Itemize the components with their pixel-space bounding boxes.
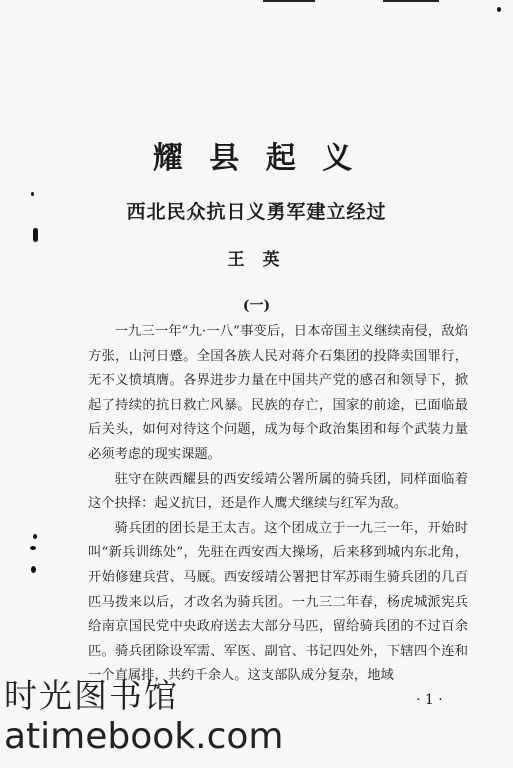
- author-name: 王 英: [227, 250, 286, 270]
- watermark-title: 时光图书馆: [4, 676, 179, 715]
- chapter-title: 耀 县 起 义: [152, 141, 361, 176]
- top-rule-left: [263, 0, 315, 2]
- top-rule-right: [383, 0, 439, 2]
- scan-speck: [33, 534, 37, 539]
- section-marker: (一): [242, 298, 271, 314]
- scan-speck: [33, 228, 38, 242]
- scan-speck: [497, 7, 501, 12]
- page-number: · 1 ·: [416, 692, 443, 708]
- scan-speck: [31, 192, 34, 196]
- paragraph: 一九三一年“九·一八”事变后，日本帝国主义继续南侵，敌焰方张，山河日蹙。全国各族人民对蒋介石集团的投降卖国罪行，无不义愤填膺。各界进步力量在中国共产党的感召和领导下，掀起了持续的抗日救亡风暴。民族的存亡，国家的前途，已面临最后关头，如何对待这个问题，成为每个政治集团和每个武装力量必须考虑的现实课题。: [88, 324, 468, 462]
- chapter-subtitle: 西北民众抗日义勇军建立经过: [126, 201, 387, 223]
- watermark-url: atimebook.com: [4, 716, 284, 757]
- body-text: [88, 320, 468, 689]
- paragraph: 骑兵团的团长是王太吉。这个团成立于一九三一年，开始时叫“新兵训练处”，先驻在西安西大操场，后来移到城内东北角，开始修建兵营、马厩。西安绥靖公署把甘军苏雨生骑兵团的几百匹马拨来以后，才改名为骑兵团。一九三二年春，杨虎城派宪兵给南京国民党中央政府送去大部分马匹，留给骑兵团的不过百余匹。骑兵团除设军需、军医、副官、书记四处外，下辖四个连和一个直属排，共约千余人。这支部队成分复杂，地域: [88, 520, 468, 684]
- scan-speck: [31, 566, 36, 573]
- scan-speck: [30, 546, 36, 550]
- paragraph: 驻守在陕西耀县的西安绥靖公署所属的骑兵团，同样面临着这个抉择：起义抗日，还是作人鹰犬继续与红军为敌。: [88, 471, 468, 512]
